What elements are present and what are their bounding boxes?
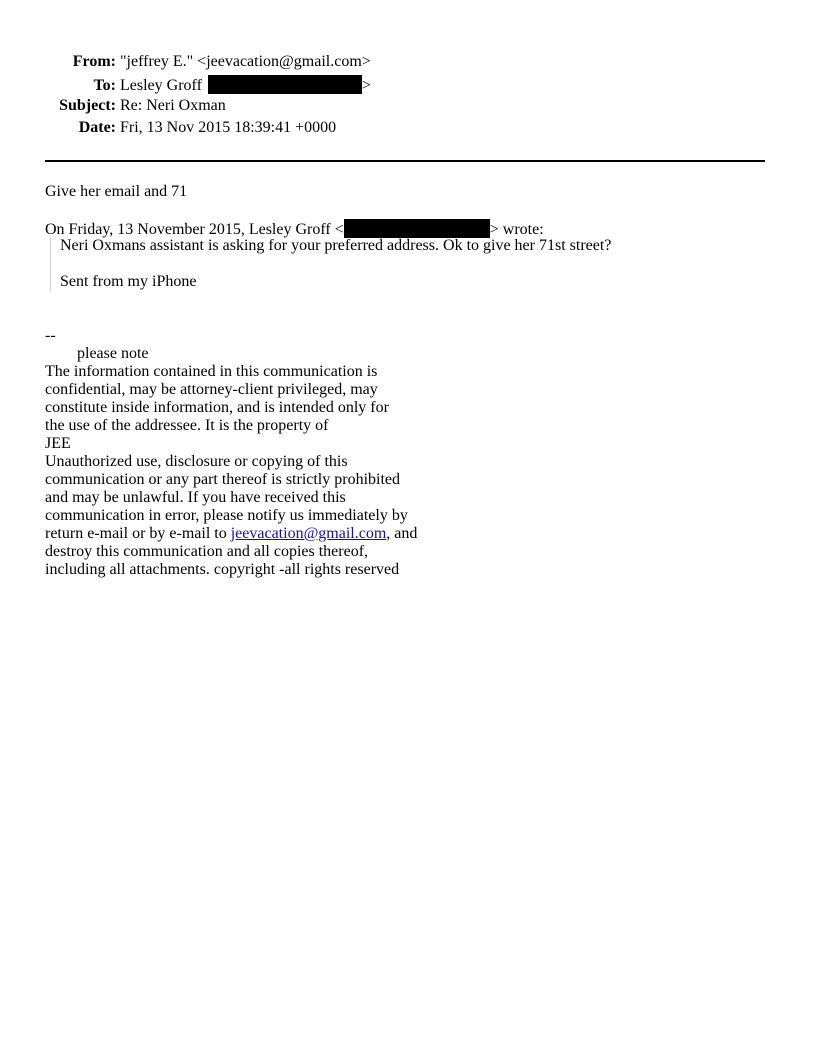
quoted-message — [50, 237, 740, 291]
header-divider — [45, 160, 765, 162]
date-value: Fri, 13 Nov 2015 18:39:41 +0000 — [120, 119, 337, 136]
signature-block — [45, 327, 765, 579]
return-after: , and — [386, 525, 418, 542]
to-label: To: — [93, 77, 116, 94]
quoted-line: Sent from my iPhone — [60, 273, 197, 290]
date-label: Date: — [78, 119, 116, 136]
date-row — [45, 119, 371, 141]
quote-attribution — [45, 219, 765, 237]
signature-dashes: -- — [45, 327, 56, 344]
disclaimer-line: The information contained in this communication is — [45, 363, 378, 380]
disclaimer-line: constitute inside information, and is intended only for — [45, 399, 389, 416]
from-value: "jeffrey E." <jeevacation@gmail.com> — [120, 53, 371, 70]
email-headers — [45, 53, 371, 141]
disclaimer-line: confidential, may be attorney-client privileged, may — [45, 381, 378, 398]
disclaimer-line: the use of the addressee. It is the property of — [45, 417, 329, 434]
disclaimer-line: JEE — [45, 435, 71, 452]
from-label: From: — [72, 53, 116, 70]
to-value: Lesley Groff — [120, 77, 202, 94]
disclaimer-line: Unauthorized use, disclosure or copying of this — [45, 453, 348, 470]
redaction-box — [208, 75, 362, 94]
redaction-box — [344, 219, 490, 238]
disclaimer-return-line — [45, 525, 765, 543]
quoted-blank-line — [60, 255, 740, 273]
to-row — [45, 75, 371, 97]
return-before: return e-mail or by e-mail to — [45, 525, 231, 542]
quoted-line: Neri Oxmans assistant is asking for your preferred address. Ok to give her 71st street? — [60, 237, 612, 254]
disclaimer-line: communication in error, please notify us immediately by — [45, 507, 408, 524]
to-close: > — [361, 77, 371, 94]
email-body — [45, 183, 765, 579]
disclaimer-line: communication or any part thereof is strictly prohibited — [45, 471, 401, 488]
disclaimer-line: and may be unlawful. If you have received this — [45, 489, 346, 506]
please-note: please note — [77, 345, 149, 362]
subject-value: Re: Neri Oxman — [120, 97, 226, 114]
reply-text: Give her email and 71 — [45, 183, 188, 200]
from-row — [45, 53, 371, 75]
attribution-before: On Friday, 13 November 2015, Lesley Groff < — [45, 221, 344, 238]
attribution-after: > wrote: — [489, 221, 544, 238]
email-link[interactable]: jeevacation@gmail.com — [230, 525, 387, 542]
to-value-wrap — [120, 75, 371, 95]
disclaimer-line: destroy this communication and all copies thereof, — [45, 543, 369, 560]
disclaimer-line: including all attachments. copyright -all rights reserved — [45, 561, 400, 578]
subject-label: Subject: — [59, 97, 116, 114]
subject-row — [45, 97, 371, 119]
